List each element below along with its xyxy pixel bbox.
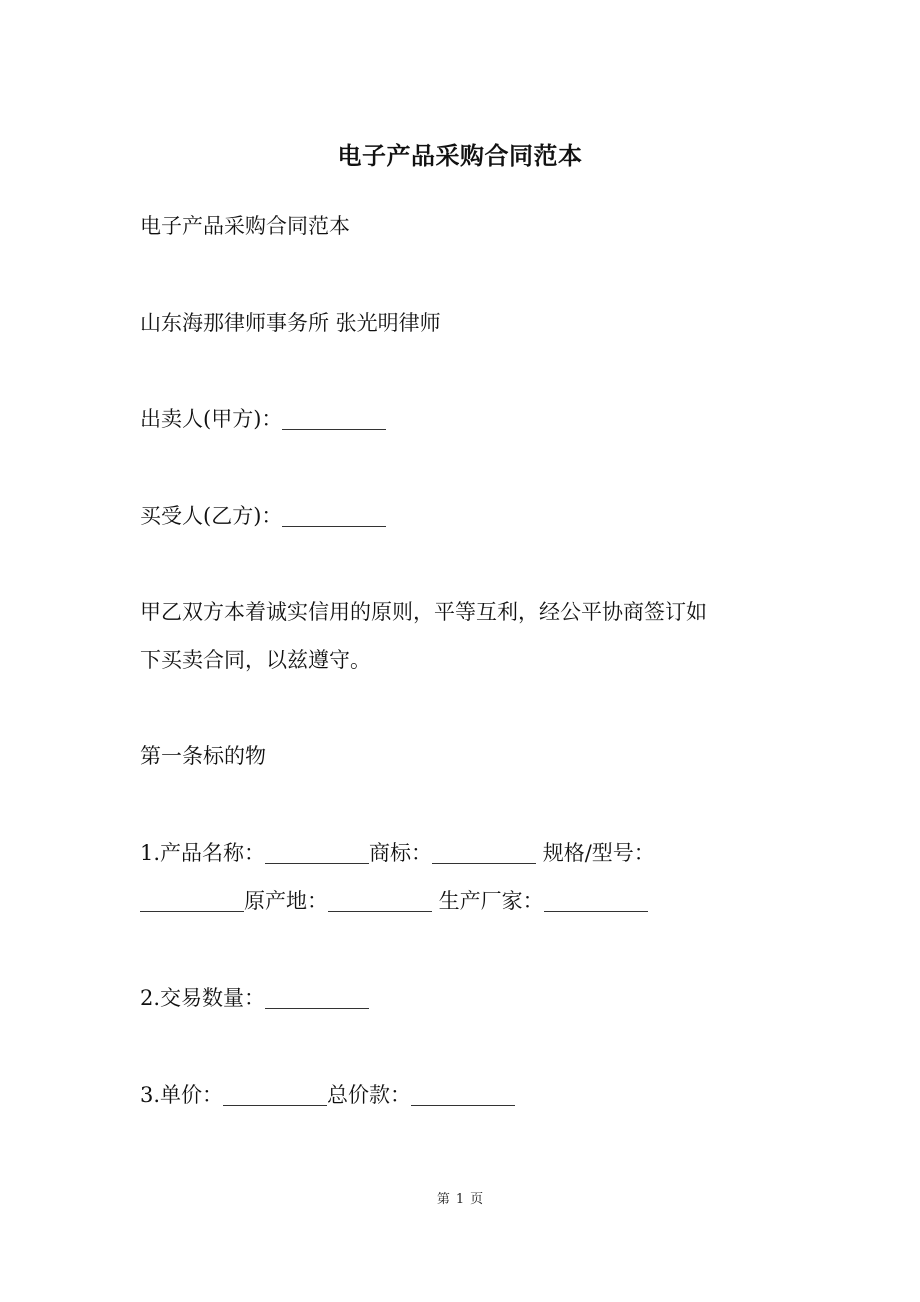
intro-line-2: 下买卖合同，以兹遵守。 [140, 648, 371, 672]
seller-line [140, 395, 780, 443]
author-line: 山东海那律师事务所 张光明律师 [140, 311, 441, 335]
seller-label: 出卖人(甲方)： [140, 407, 283, 431]
unit-price-blank [223, 1104, 327, 1106]
page-footer [0, 1190, 920, 1210]
seller-blank [282, 428, 386, 430]
buyer-line [140, 492, 780, 540]
page-number: 1 [455, 1192, 465, 1207]
buyer-blank [282, 525, 386, 527]
unit-price-label: 3.单价： [140, 1083, 224, 1107]
spec-blank [140, 910, 244, 912]
product-name-label: 1.产品名称： [140, 841, 266, 865]
item-3-line [140, 1071, 780, 1119]
product-name-blank [265, 862, 369, 864]
quantity-blank [265, 1007, 369, 1009]
document-subtitle: 电子产品采购合同范本 [140, 214, 350, 238]
intro-line-1: 甲乙双方本着诚实信用的原则，平等互利，经公平协商签订如 [140, 600, 707, 624]
trademark-blank [432, 862, 536, 864]
quantity-label: 2.交易数量： [140, 986, 266, 1010]
total-price-label: 总价款： [327, 1083, 412, 1107]
trademark-label: 商标： [369, 841, 433, 865]
origin-blank [328, 910, 432, 912]
item-1-line-1 [140, 829, 780, 877]
manufacturer-label: 生产厂家： [432, 889, 544, 913]
page-suffix: 页 [470, 1192, 484, 1207]
article-1-heading: 第一条标的物 [140, 744, 266, 768]
item-2-line [140, 974, 780, 1022]
buyer-label: 买受人(乙方)： [140, 504, 283, 528]
origin-label: 原产地： [244, 889, 328, 913]
manufacturer-blank [544, 910, 648, 912]
spec-label: 规格/型号： [536, 841, 655, 865]
item-1-line-2 [140, 877, 780, 925]
document-title: 电子产品采购合同范本 [337, 142, 583, 170]
page-prefix: 第 [436, 1192, 450, 1207]
total-price-blank [411, 1104, 515, 1106]
